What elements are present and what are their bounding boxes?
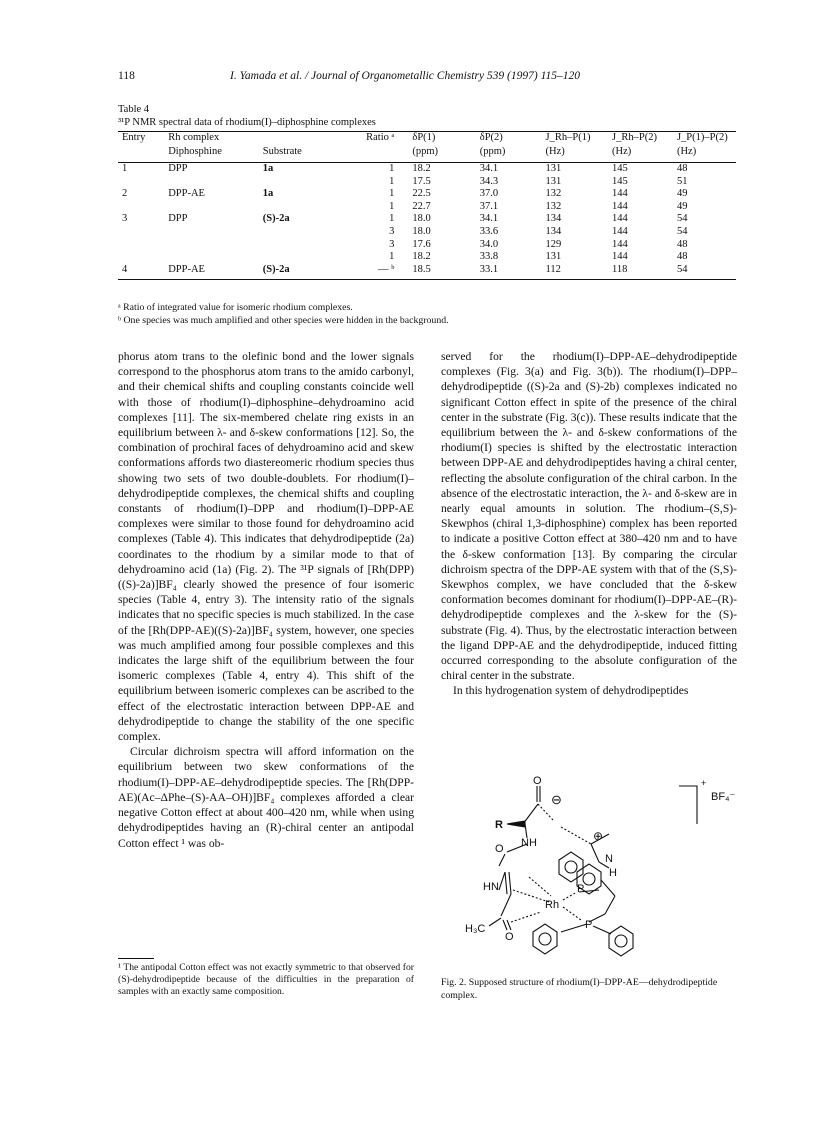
table-cell: 33.1 (476, 264, 542, 280)
cation-charge-label: ⊕ (593, 829, 604, 843)
phosphorus-top-label: P (577, 883, 585, 895)
page-number: 118 (118, 70, 135, 82)
table-cell (259, 251, 353, 264)
table-cell (259, 226, 353, 239)
table-cell: 3 (389, 225, 395, 237)
table-cell (118, 239, 164, 252)
table-cell: 1 (389, 188, 395, 200)
table-cell (164, 251, 259, 264)
table-cell (118, 176, 164, 189)
table-footnote-b: ᵇ One species was much amplified and other species were hidden in the background. (118, 315, 449, 326)
table-cell: 54 (676, 213, 688, 225)
table-cell: 132 (545, 200, 562, 212)
table-cell: 48 (676, 163, 688, 174)
table-caption (118, 103, 376, 129)
running-header (118, 70, 738, 86)
table-cell: 1 (389, 251, 395, 263)
table-cell: 1 (389, 163, 395, 174)
table-cell: 131 (545, 175, 562, 187)
table-cell: 33.8 (479, 251, 499, 263)
table-cell: 54 (676, 225, 688, 237)
phosphorus-bottom-label: P (585, 919, 593, 931)
table-cell: — ᵇ (353, 264, 399, 280)
table-cell: 48 (676, 238, 688, 250)
table-cell: 3 (389, 238, 395, 250)
table-cell: 1a (262, 188, 274, 200)
table-cell: 17.6 (412, 238, 431, 250)
table-cell (118, 251, 164, 264)
header-cell: δP(1) (398, 132, 475, 147)
enamide-hn-label: HN (483, 881, 499, 893)
body-paragraph: Circular dichroism spectra will afford information on the equilibrium between two skew conformations of the rhodium(I)–DPP-AE–dehydrodipeptide species. The [Rh(DPP-AE)(Ac–ΔPhe–(S)-AA–OH)]BF₄ complexes afforded a clear negative Cotton effect at about 400–420 nm, while when using dehydrodipeptides having an (R)-chiral center an antipodal Cotton effect ¹ was ob- (118, 745, 414, 850)
footnote-rule (118, 958, 154, 959)
table-cell: 48 (676, 251, 688, 263)
table-cell: 4 (118, 264, 164, 280)
table-cell: 34.0 (479, 238, 499, 250)
chemical-structure-figure (441, 772, 741, 968)
table-cell: 1 (389, 213, 395, 225)
header-cell (353, 146, 399, 163)
table-cell: (S)-2a (259, 264, 353, 280)
table-cell: 34.1 (479, 213, 499, 225)
table-cell: 144 (612, 238, 628, 250)
table-cell (164, 176, 259, 189)
table-cell: 18.2 (412, 251, 431, 263)
table-cell (259, 201, 353, 214)
amide-nh-label: NH (521, 837, 537, 849)
table-cell (164, 226, 259, 239)
table-cell: 3 (122, 213, 128, 225)
table-cell (118, 226, 164, 239)
table-cell (164, 201, 259, 214)
table-number: Table 4 (118, 104, 150, 115)
body-paragraph: phorus atom trans to the olefinic bond and the lower signals correspond to the phosphorus atom trans to the amido carbonyl, and their chemical shifts and coupling constants coincide well with those of rhodium(I)–diphosphine–dehydroamino acid complexes [11]. The six-membered chelate ring exists in an equilibrium between λ- and δ-skew conformations [12]. So, the combination of prochiral faces of dehydroamino acid and skew conformations affords two diastereomeric rhodium species thus showing two sets of two double-doublets. For rhodium(I)–dehydrodipeptide complexes, the chemical shifts and coupling constants of rhodium(I)–DPP and rhodium(I)–DPP-AE complexes were similar to those found for dehydroamino acid complexes (Table 4). This indicates that dehydrodipeptide (2a) coordinates to the rhodium by a similar mode to that of dehydroamino acid (1a) (Fig. 2). The ³¹P signals of [Rh(DPP)((S)-2a)]BF₄ clearly showed the presence of four isomeric species (Table 4, entry 3). The intensity ratio of the signals indicates that no specific species is much stabilized. In the case of the [Rh(DPP-AE)((S)-2a)]BF₄ system, however, one species was much amplified among four possible complexes and this indicates the large shift of the equilibrium between the four isomeric complexes (Table 4, entry 4). This shift of the equilibrium between isomeric complexes can be ascribed to the effect of the electrostatic interaction between DPP-AE and dehydrodipeptide to change the stability of the one specific complex. (118, 350, 414, 744)
table-cell: 1 (389, 175, 395, 187)
header-cell: Entry (118, 132, 164, 147)
structure-labels (465, 775, 736, 943)
table-cell: 118 (608, 264, 673, 280)
acetyl-oxygen-label: O (505, 931, 514, 943)
table-cell: 145 (612, 163, 628, 174)
table-cell: 1 (389, 200, 395, 212)
table-body (118, 163, 736, 280)
table-cell: 144 (612, 188, 628, 200)
table-cell: 144 (612, 200, 628, 212)
table-cell: 37.0 (479, 188, 499, 200)
table-row (118, 188, 736, 201)
table-row (118, 239, 736, 252)
table-footnote-a: ᵃ Ratio of integrated value for isomeric rhodium complexes. (118, 302, 353, 313)
nmr-table (118, 131, 736, 280)
table-cell: 134 (545, 225, 562, 237)
header-cell: J_Rh–P(1) (542, 132, 609, 147)
table-row (118, 176, 736, 189)
table-cell: 18.0 (412, 225, 431, 237)
table-cell: 34.1 (479, 163, 499, 174)
table-cell (118, 201, 164, 214)
table-cell: 144 (612, 225, 628, 237)
table-cell: 18.2 (412, 163, 431, 174)
table-cell (259, 176, 353, 189)
carbonyl-oxygen-label: O (495, 843, 504, 855)
table-cell: 1a (262, 163, 274, 174)
rhodium-label: Rh (545, 899, 560, 911)
table-cell (164, 239, 259, 252)
table-cell: 22.7 (412, 200, 431, 212)
table-row (118, 201, 736, 214)
body-paragraph: served for the rhodium(I)–DPP-AE–dehydrodipeptide complexes (Fig. 3(a) and Fig. 3(b)). The rhodium(I)–DPP–dehydrodipeptide ((S)-2a and (S)-2b) complexes indicated no significant Cotton effect in spite of the presence of the chiral center in the substrate (Fig. 3(c)). These results indicate that the equilibrium between the λ- and δ-skew conformations of the rhodium(I) species is shifted by the electrostatic interaction between DPP-AE and dehydrodipeptides having a chiral center, reflecting the absolute configuration of the chiral carbon. In the absence of the electrostatic interaction, the λ- and δ-skew are in nearly equal amounts in solution. The rhodium–(S,S)-Skewphos (chiral 1,3-diphosphine) complex has been reported to indicate a positive Cotton effect at 380–420 nm and to have the δ-skew conformation [13]. By comparing the circular dichroism spectra of the DPP-AE system with that of the (S,S)-Skewphos complex, we have concluded that the δ-skew conformation becomes dominant for rhodium(I)–DPP-AE–(R)-dehydrodipeptide complexes and the λ-skew for the (S)-substrate (Fig. 4). Thus, by the electrostatic interaction between the ligand DPP-AE and the dehydrodipeptide, induced fitting occurred corresponding to the absolute configuration of the chiral center in the substrate. (441, 350, 737, 683)
bracket-charge-label: + (701, 778, 707, 788)
table-cell: DPP (168, 163, 188, 174)
table-cell: 145 (612, 175, 628, 187)
header-cell: J_P(1)–P(2) (673, 132, 736, 147)
table-cell: 17.5 (412, 175, 431, 187)
table-row (118, 264, 736, 280)
header-cell: δP(2) (476, 132, 542, 147)
header-cell (118, 146, 164, 163)
header-cell: (Hz) (608, 146, 673, 163)
table-cell: DPP (168, 213, 188, 225)
right-column (441, 349, 737, 699)
table-cell: 144 (612, 213, 628, 225)
figure-caption: Fig. 2. Supposed structure of rhodium(I)–DPP-AE—dehydrodipeptide complex. (441, 977, 718, 1001)
table-cell: 18.0 (412, 213, 431, 225)
left-column (118, 349, 414, 851)
table-row (118, 213, 736, 226)
header-cell: Rh complex (164, 132, 259, 147)
table-cell: DPP-AE (164, 264, 259, 280)
table-cell: 131 (545, 251, 562, 263)
table-footnotes (118, 301, 449, 327)
header-cell: (Hz) (673, 146, 736, 163)
header-cell: Diphosphine (164, 146, 259, 163)
nitrogen-label: N (605, 853, 613, 865)
header-cell: J_Rh–P(2) (608, 132, 673, 147)
table-row (118, 163, 736, 176)
page-footnote: ¹ The antipodal Cotton effect was not exactly symmetric to that observed for (S)-dehydrodipeptide because of the difficulties in the preparation of samples with an exactly same composition. (118, 962, 414, 997)
table-cell: 34.3 (479, 175, 499, 187)
table-cell: 2 (122, 188, 128, 200)
table-cell: 33.6 (479, 225, 499, 237)
table-cell: 132 (545, 188, 562, 200)
table-cell (259, 239, 353, 252)
table-cell: (S)-2a (262, 213, 290, 225)
counterion-label: BF₄⁻ (711, 791, 736, 803)
table-cell: 131 (545, 163, 562, 174)
table-cell: 1 (122, 163, 128, 174)
header-cell: Ratio ᵃ (353, 132, 399, 147)
table-cell: 144 (612, 251, 628, 263)
r-group-label: R (495, 819, 503, 831)
table-cell: 18.5 (398, 264, 475, 280)
table-cell: 112 (542, 264, 609, 280)
table-cell: 37.1 (479, 200, 499, 212)
table-cell: 129 (545, 238, 562, 250)
table-cell: 22.5 (412, 188, 431, 200)
table-row (118, 226, 736, 239)
table-cell: 49 (676, 200, 688, 212)
table-row (118, 251, 736, 264)
header-cell: (Hz) (542, 146, 609, 163)
header-cell: Substrate (259, 146, 353, 163)
anion-charge-label: ⊖ (551, 792, 562, 807)
table-title: ³¹P NMR spectral data of rhodium(I)–diphosphine complexes (118, 117, 376, 128)
header-cell (259, 132, 353, 147)
methyl-label: H₃C (465, 923, 486, 935)
journal-citation: I. Yamada et al. / Journal of Organometallic Chemistry 539 (1997) 115–120 (230, 70, 580, 82)
header-cell: (ppm) (398, 146, 475, 163)
hydrogen-label: H (609, 867, 617, 879)
body-paragraph: In this hydrogenation system of dehydrodipeptides (453, 684, 689, 698)
table-cell: 49 (676, 188, 688, 200)
table-cell: 51 (676, 175, 688, 187)
table-header-row (118, 132, 736, 147)
oxygen-label: O (533, 775, 542, 787)
table-cell: DPP-AE (168, 188, 205, 200)
table-cell: 54 (673, 264, 736, 280)
structure-bonds (489, 786, 697, 956)
table-cell: 134 (545, 213, 562, 225)
header-cell: (ppm) (476, 146, 542, 163)
table-subheader-row (118, 146, 736, 163)
